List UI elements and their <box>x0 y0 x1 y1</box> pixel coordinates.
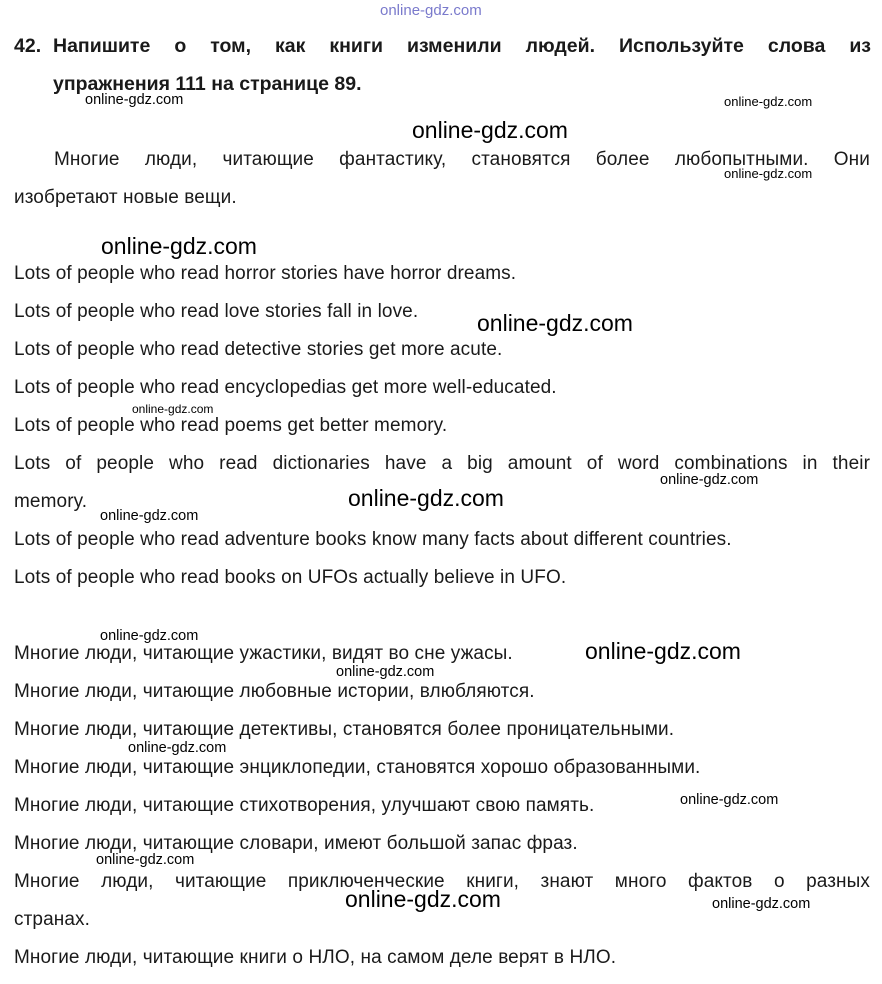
task-text-line-2: упражнения 111 на странице 89. <box>53 73 362 95</box>
intro-line-1: Многие люди, читающие фантастику, становятся более любопытными. Они <box>54 149 870 170</box>
english-line: Lots of people who read adventure books know many facts about different countries. <box>14 529 732 550</box>
russian-line: Многие люди, читающие детективы, становятся более проницательными. <box>14 719 675 740</box>
watermark: online-gdz.com <box>101 233 257 259</box>
russian-line: Многие люди, читающие словари, имеют большой запас фраз. <box>14 833 578 854</box>
english-line: Lots of people who read dictionaries have a big amount of word combinations in their <box>14 453 870 474</box>
watermark: online-gdz.com <box>85 92 184 108</box>
english-line: Lots of people who read encyclopedias get more well-educated. <box>14 377 557 398</box>
russian-line: Многие люди, читающие приключенческие книги, знают много фактов о разных <box>14 871 870 892</box>
russian-line: Многие люди, читающие книги о НЛО, на самом деле верят в НЛО. <box>14 947 617 968</box>
watermark: online-gdz.com <box>128 740 227 756</box>
watermark: online-gdz.com <box>345 886 501 912</box>
watermark: online-gdz.com <box>348 485 504 511</box>
watermark: online-gdz.com <box>724 166 813 181</box>
english-line: memory. <box>14 491 88 512</box>
watermark: online-gdz.com <box>132 402 214 416</box>
russian-line: Многие люди, читающие любовные истории, влюбляются. <box>14 681 535 702</box>
watermark: online-gdz.com <box>680 792 779 808</box>
watermark: online-gdz.com <box>477 310 633 336</box>
russian-line: Многие люди, читающие стихотворения, улучшают свою память. <box>14 795 595 816</box>
russian-line: странах. <box>14 909 90 930</box>
english-line: Lots of people who read horror stories have horror dreams. <box>14 263 517 284</box>
watermark: online-gdz.com <box>712 896 811 912</box>
english-line: Lots of people who read books on UFOs actually believe in UFO. <box>14 567 567 588</box>
watermark: online-gdz.com <box>100 508 199 524</box>
watermark: online-gdz.com <box>585 638 741 664</box>
task-text-line-1: Напишите о том, как книги изменили людей. Используйте слова из <box>53 35 871 57</box>
russian-line: Многие люди, читающие ужастики, видят во сне ужасы. <box>14 643 513 664</box>
watermark: online-gdz.com <box>660 472 759 488</box>
watermark: online-gdz.com <box>336 664 435 680</box>
english-line: Lots of people who read love stories fall in love. <box>14 301 419 322</box>
intro-line-2: изобретают новые вещи. <box>14 187 237 208</box>
english-line: Lots of people who read poems get better memory. <box>14 415 448 436</box>
watermark: online-gdz.com <box>100 628 199 644</box>
site-header-watermark: online-gdz.com <box>380 2 482 19</box>
task-number: 42. <box>14 35 42 57</box>
watermark: online-gdz.com <box>96 852 195 868</box>
russian-line: Многие люди, читающие энциклопедии, становятся хорошо образованными. <box>14 757 701 778</box>
watermark: online-gdz.com <box>412 117 568 143</box>
watermark: online-gdz.com <box>724 94 813 109</box>
english-line: Lots of people who read detective stories get more acute. <box>14 339 503 360</box>
